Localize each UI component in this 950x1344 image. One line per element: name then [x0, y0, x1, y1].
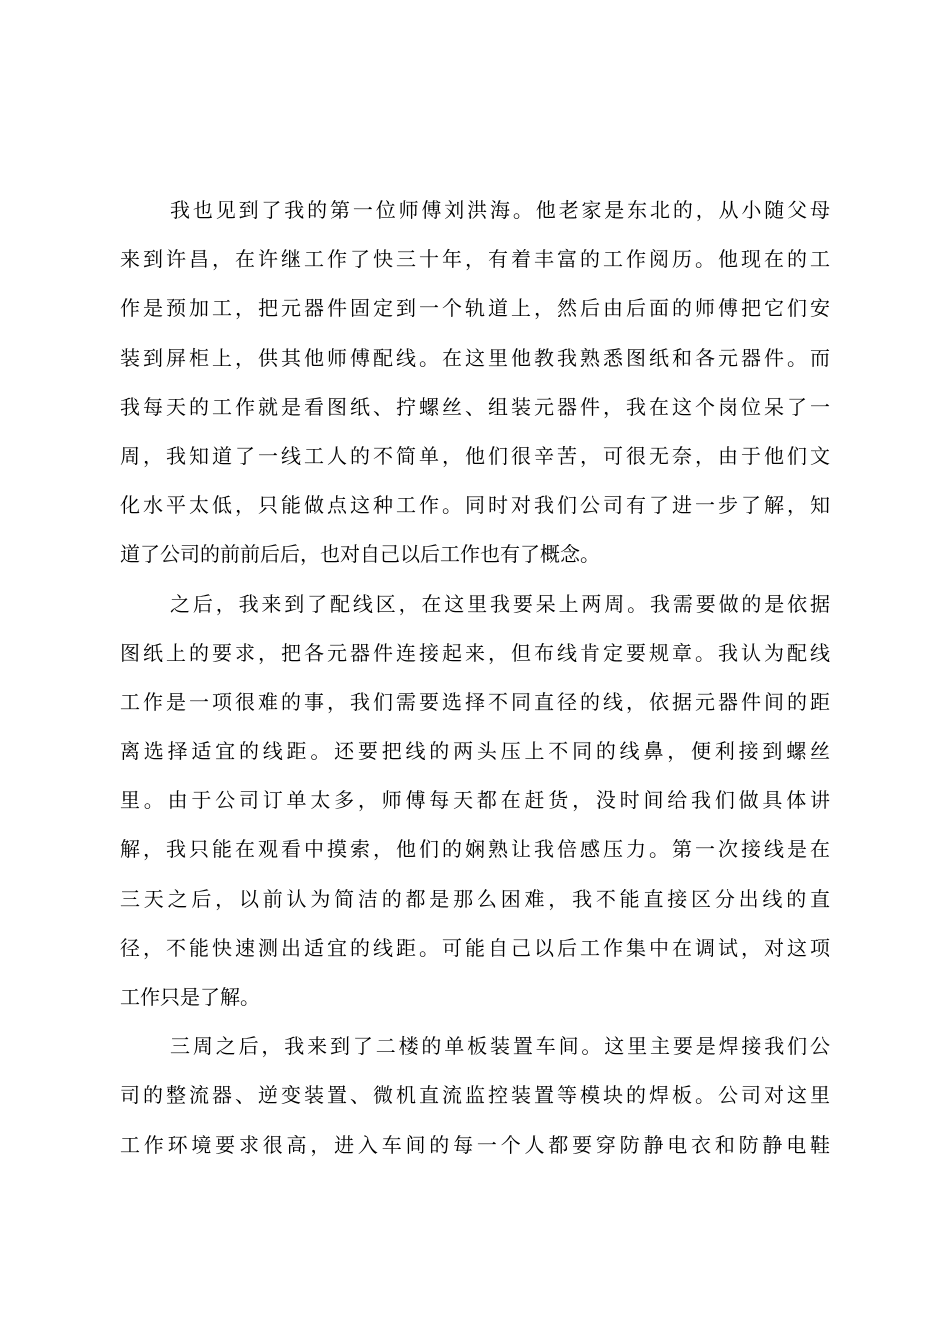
- text-line: 工作是一项很难的事，我们需要选择不同直径的线，依据元器件间的距: [120, 689, 830, 714]
- text-line: 里。由于公司订单太多，师傅每天都在赶货，没时间给我们做具体讲: [120, 788, 830, 813]
- text-line: 离选择适宜的线距。还要把线的两头压上不同的线鼻，便利接到螺丝: [120, 739, 830, 764]
- text-line: 周，我知道了一线工人的不简单，他们很辛苦，可很无奈，由于他们文: [120, 443, 830, 468]
- document-body: [120, 186, 830, 1170]
- text-line: 司的整流器、逆变装置、微机直流监控装置等模块的焊板。公司对这里: [120, 1083, 830, 1108]
- paragraph-1: [120, 186, 830, 580]
- text-line: 来到许昌，在许继工作了快三十年，有着丰富的工作阅历。他现在的工: [120, 247, 830, 272]
- paragraph-3: [120, 1022, 830, 1170]
- text-line: 工作只是了解。: [120, 985, 260, 1009]
- text-line: 道了公司的前前后后，也对自己以后工作也有了概念。: [120, 542, 600, 567]
- text-line: 图纸上的要求，把各元器件连接起来，但布线肯定要规章。我认为配线: [120, 640, 830, 665]
- text-line: 装到屏柜上，供其他师傅配线。在这里他教我熟悉图纸和各元器件。而: [120, 345, 830, 370]
- text-line: 径，不能快速测出适宜的线距。可能自己以后工作集中在调试，对这项: [120, 935, 830, 960]
- text-line: 作是预加工，把元器件固定到一个轨道上，然后由后面的师傅把它们安: [120, 296, 830, 321]
- text-line: 化水平太低，只能做点这种工作。同时对我们公司有了进一步了解，知: [120, 493, 830, 518]
- text-line: 之后，我来到了配线区，在这里我要呆上两周。我需要做的是依据: [170, 591, 830, 616]
- text-line: 我也见到了我的第一位师傅刘洪海。他老家是东北的，从小随父母: [170, 198, 830, 222]
- paragraph-2: [120, 580, 830, 1023]
- text-line: 工作环境要求很高，进入车间的每一个人都要穿防静电衣和防静电鞋: [120, 1132, 830, 1157]
- text-line: 我每天的工作就是看图纸、拧螺丝、组装元器件，我在这个岗位呆了一: [120, 394, 830, 419]
- text-line: 解，我只能在观看中摸索，他们的娴熟让我倍感压力。第一次接线是在: [120, 837, 830, 862]
- text-line: 三周之后，我来到了二楼的单板装置车间。这里主要是焊接我们公: [170, 1034, 830, 1059]
- text-line: 三天之后，以前认为简洁的都是那么困难，我不能直接区分出线的直: [120, 886, 830, 911]
